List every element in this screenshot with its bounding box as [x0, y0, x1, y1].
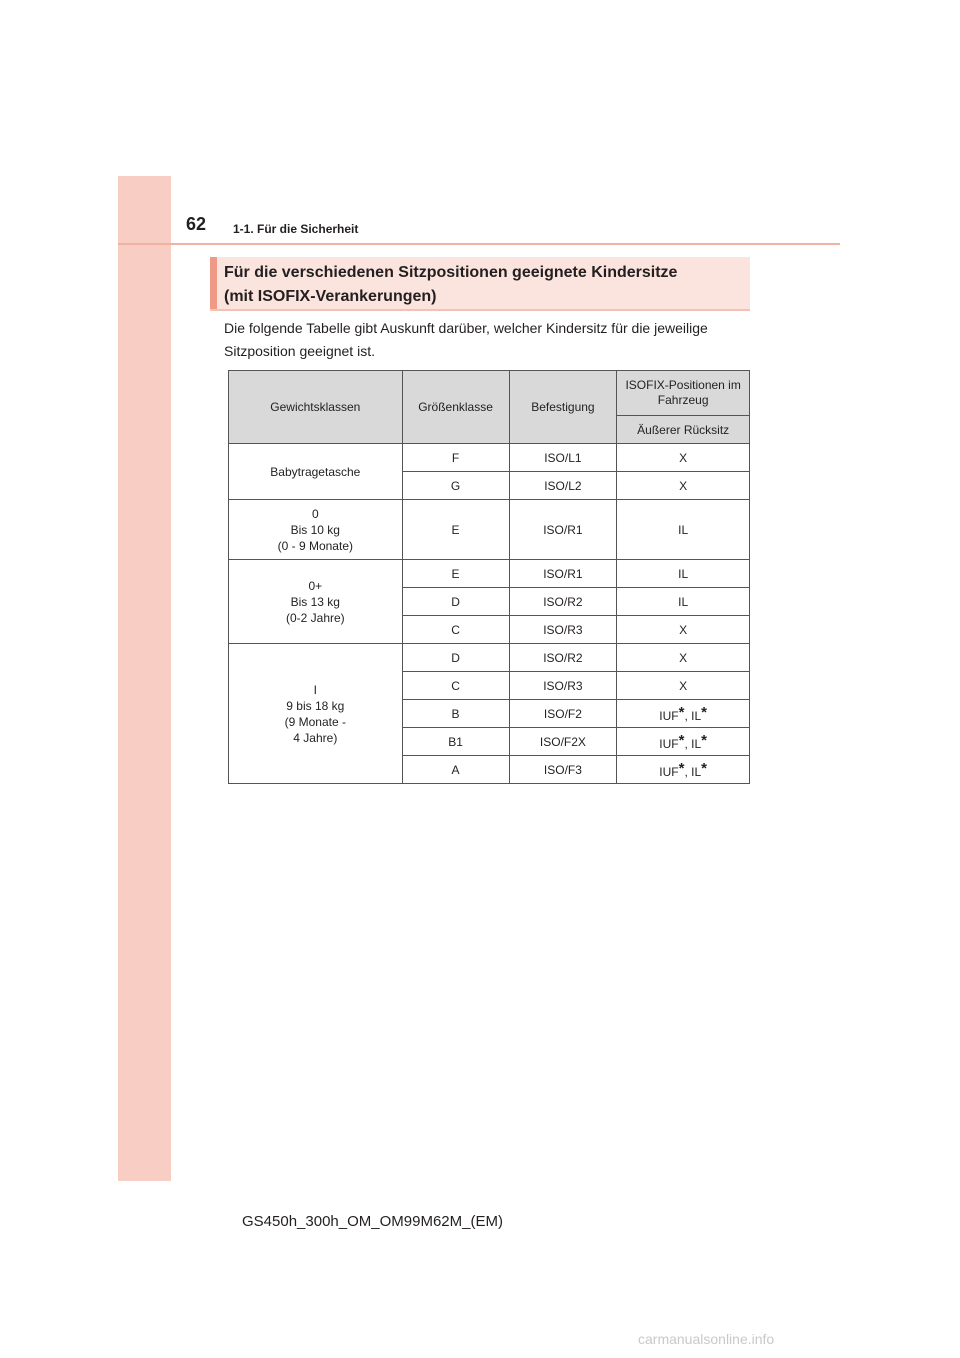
- fixture-cell: ISO/R1: [509, 560, 617, 588]
- header-fixture: Befestigung: [509, 371, 617, 444]
- footnote-star: *: [678, 731, 685, 749]
- position-value-cell: IL: [617, 588, 750, 616]
- watermark: carmanualsonline.info: [638, 1331, 775, 1347]
- section-accent-bar: [210, 257, 217, 309]
- section-heading-box: [210, 257, 750, 311]
- header-weight-class: Gewichtsklassen: [229, 371, 403, 444]
- weight-group-line: 0: [311, 506, 319, 521]
- section-title-line: (mit ISOFIX-Verankerungen): [224, 288, 437, 305]
- document-code: GS450h_300h_OM_OM99M62M_(EM): [242, 1213, 503, 1230]
- intro-line: Sitzposition geeignet ist.: [224, 343, 375, 359]
- position-value-text: , IL: [684, 708, 702, 723]
- size-class-cell: A: [402, 756, 509, 784]
- position-value-text: IUF: [659, 736, 679, 751]
- position-value-cell: X: [617, 672, 750, 700]
- weight-group-line: Bis 10 kg: [290, 522, 340, 537]
- weight-group-line: (9 Monate -: [284, 714, 346, 729]
- weight-group-line: 4 Jahre): [293, 730, 338, 745]
- fixture-cell: ISO/R1: [509, 500, 617, 560]
- weight-group-cell: [229, 500, 403, 560]
- header-size-class: Größenklasse: [402, 371, 509, 444]
- size-class-cell: C: [402, 672, 509, 700]
- size-class-cell: D: [402, 588, 509, 616]
- side-color-band: [118, 176, 171, 1181]
- size-class-cell: F: [402, 444, 509, 472]
- fixture-cell: ISO/F2: [509, 700, 617, 728]
- fixture-cell: ISO/R3: [509, 672, 617, 700]
- intro-line: Die folgende Tabelle gibt Auskunft darüber, welcher Kindersitz für die jeweilige: [224, 320, 708, 336]
- weight-group-cell: [229, 444, 403, 500]
- chapter-title: 1-1. Für die Sicherheit: [233, 222, 359, 236]
- size-class-cell: B1: [402, 728, 509, 756]
- header-rule: [118, 243, 840, 245]
- table-header-row: [229, 371, 750, 416]
- fixture-cell: ISO/L1: [509, 444, 617, 472]
- weight-group-line: 9 bis 18 kg: [286, 698, 345, 713]
- table-row: [229, 500, 750, 560]
- size-class-cell: D: [402, 644, 509, 672]
- isofix-table: [228, 370, 750, 784]
- weight-group-cell: [229, 560, 403, 644]
- size-class-cell: C: [402, 616, 509, 644]
- footnote-star: *: [701, 703, 708, 721]
- weight-group-line: (0-2 Jahre): [285, 610, 345, 625]
- size-class-cell: E: [402, 500, 509, 560]
- size-class-cell: B: [402, 700, 509, 728]
- position-value-text: IUF: [659, 708, 679, 723]
- position-value-cell: [617, 728, 750, 756]
- page-number: 62: [186, 214, 207, 234]
- footnote-star: *: [701, 759, 708, 777]
- footnote-star: *: [678, 759, 685, 777]
- table-row: [229, 560, 750, 588]
- fixture-cell: ISO/R2: [509, 588, 617, 616]
- intro-paragraph: [224, 317, 754, 363]
- weight-group-line: 0+: [308, 578, 323, 593]
- weight-group-line: (0 - 9 Monate): [277, 538, 353, 553]
- weight-group-line: I: [313, 682, 317, 697]
- position-value-cell: [617, 700, 750, 728]
- table-row: [229, 644, 750, 672]
- position-value-text: IUF: [659, 764, 679, 779]
- table-row: [229, 444, 750, 472]
- footnote-star: *: [701, 731, 708, 749]
- header-isofix-positions: ISOFIX-Positionen im Fahrzeug: [617, 371, 750, 416]
- fixture-cell: ISO/F3: [509, 756, 617, 784]
- position-value-cell: IL: [617, 560, 750, 588]
- fixture-cell: ISO/R3: [509, 616, 617, 644]
- position-value-cell: X: [617, 472, 750, 500]
- position-value-cell: X: [617, 444, 750, 472]
- fixture-cell: ISO/L2: [509, 472, 617, 500]
- weight-group-cell: [229, 644, 403, 784]
- weight-group-line: Babytragetasche: [270, 464, 361, 479]
- fixture-cell: ISO/F2X: [509, 728, 617, 756]
- size-class-cell: E: [402, 560, 509, 588]
- position-value-text: , IL: [684, 736, 702, 751]
- section-title-line: Für die verschiedenen Sitzpositionen geeignete Kindersitze: [224, 264, 678, 281]
- header-outer-rear-seat: Äußerer Rücksitz: [617, 416, 750, 444]
- fixture-cell: ISO/R2: [509, 644, 617, 672]
- position-value-text: , IL: [684, 764, 702, 779]
- position-value-cell: [617, 756, 750, 784]
- position-value-cell: X: [617, 644, 750, 672]
- weight-group-line: Bis 13 kg: [290, 594, 340, 609]
- position-value-cell: X: [617, 616, 750, 644]
- section-title: [224, 261, 744, 309]
- size-class-cell: G: [402, 472, 509, 500]
- position-value-cell: IL: [617, 500, 750, 560]
- footnote-star: *: [678, 703, 685, 721]
